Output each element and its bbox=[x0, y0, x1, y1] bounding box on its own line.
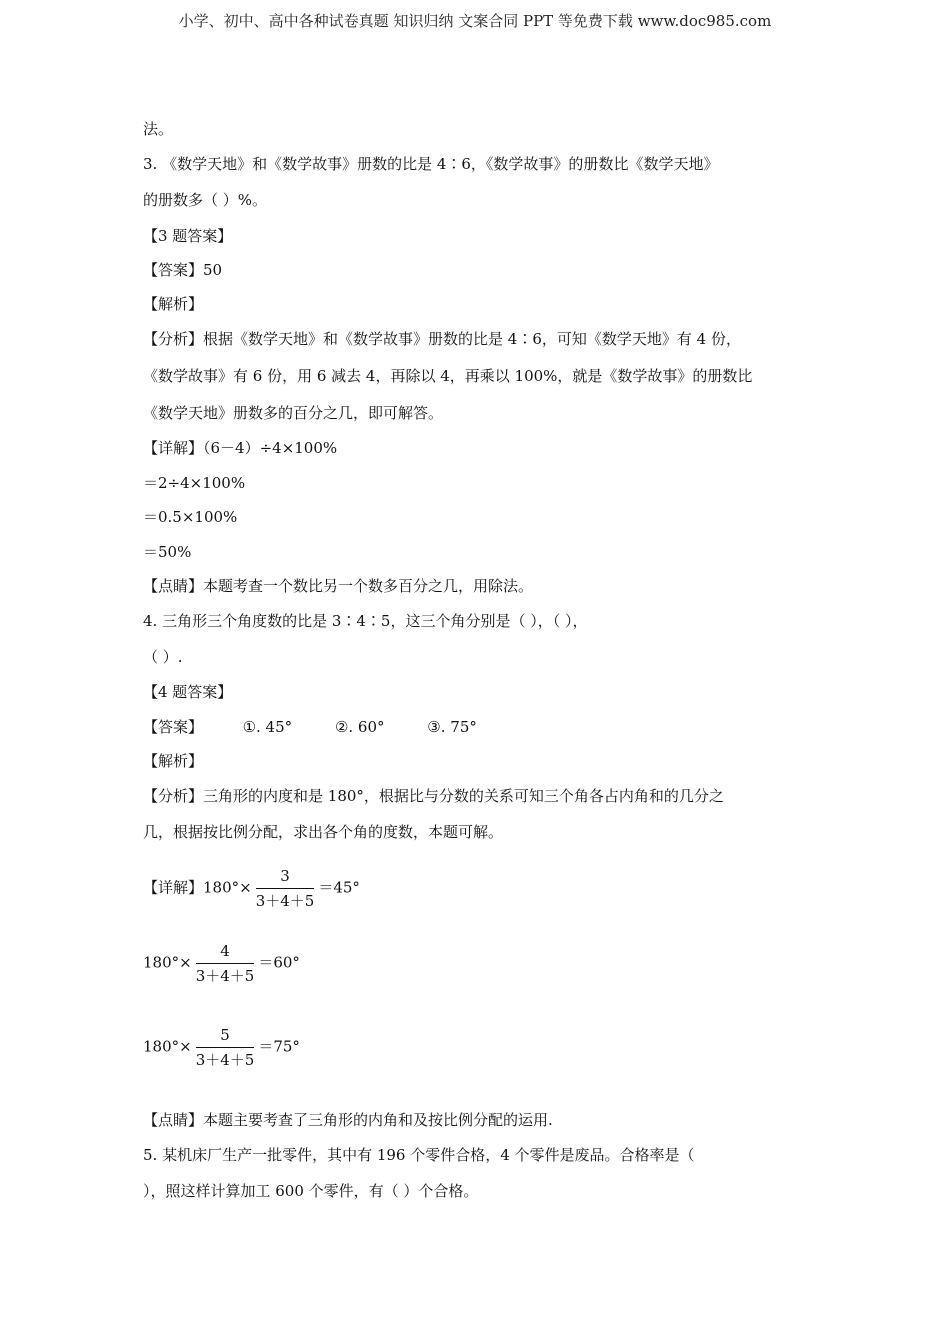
note-4: 【点睛】本题主要考查了三角形的内角和及按比例分配的运用. bbox=[143, 1111, 553, 1129]
answer-tag-4: 【4 题答案】 bbox=[143, 683, 233, 701]
detail-4-equation-2: 180°× $\frac{4}{3+4+5}$ ＝60° bbox=[143, 942, 300, 985]
analysis-heading-3: 【解析】 bbox=[143, 295, 204, 313]
question-5-text-cont: ），照这样计算加工 600 个零件，有（ ）个合格。 bbox=[143, 1182, 479, 1200]
analysis-4-line-2: 几，根据按比例分配，求出各个角的度数，本题可解。 bbox=[143, 823, 504, 841]
text-line: 法。 bbox=[143, 120, 174, 138]
analysis-heading-4: 【解析】 bbox=[143, 752, 204, 770]
detail-4-equation-3: 180°× $\frac{5}{3+4+5}$ ＝75° bbox=[143, 1026, 300, 1069]
note-3: 【点睛】本题考查一个数比另一个数多百分之几，用除法。 bbox=[143, 577, 534, 595]
answer-option-2: ②. 60° bbox=[334, 718, 385, 736]
detail-4-equation-1: 【详解】180°× $\frac{3}{3+4+5}$ ＝45° bbox=[143, 867, 360, 910]
analysis-3-line-2: 《数学故事》有 6 份，用 6 减去 4，再除以 4，再乘以 100%，就是《数学故事》的册数比 bbox=[143, 367, 753, 385]
answer-4 bbox=[143, 717, 515, 737]
fraction: $\frac{3}{3+4+5}$ bbox=[255, 867, 315, 910]
answer-3: 【答案】50 bbox=[143, 261, 223, 279]
analysis-3-line-1: 【分析】根据《数学天地》和《数学故事》册数的比是 4∶6，可知《数学天地》有 4 份， bbox=[143, 330, 741, 348]
page-header: 小学、初中、高中各种试卷真题 知识归纳 文案合同 PPT 等免费下载 www.doc985.com bbox=[178, 12, 772, 30]
answer-option-1: ①. 45° bbox=[242, 718, 293, 736]
answer-label: 【答案】 bbox=[143, 718, 204, 736]
question-4-text-cont: （ ）. bbox=[143, 648, 183, 666]
fraction: $\frac{4}{3+4+5}$ bbox=[195, 942, 255, 985]
fraction: $\frac{5}{3+4+5}$ bbox=[195, 1026, 255, 1069]
question-3-text-cont: 的册数多（ ）%。 bbox=[143, 191, 268, 209]
analysis-3-line-3: 《数学天地》册数多的百分之几，即可解答。 bbox=[143, 404, 444, 422]
question-4-text: 4. 三角形三个角度数的比是 3∶4∶5，这三个角分别是（ ），（ ）， bbox=[143, 612, 588, 630]
answer-option-3: ③. 75° bbox=[427, 718, 477, 736]
question-3-text: 3. 《数学天地》和《数学故事》册数的比是 4∶6，《数学故事》的册数比《数学天地》 bbox=[143, 155, 719, 173]
detail-3-step-3: ＝50% bbox=[143, 543, 192, 561]
analysis-4-line-1: 【分析】三角形的内度和是 180°，根据比与分数的关系可知三个角各占内角和的几分之 bbox=[143, 787, 724, 805]
question-5-text: 5. 某机床厂生产一批零件，其中有 196 个零件合格，4 个零件是废品。合格率是（ bbox=[143, 1146, 695, 1164]
detail-3-step-2: ＝0.5×100% bbox=[143, 508, 238, 526]
detail-3-step-1: ＝2÷4×100% bbox=[143, 474, 246, 492]
detail-3: 【详解】（6－4）÷4×100% bbox=[143, 439, 338, 457]
answer-tag-3: 【3 题答案】 bbox=[143, 227, 233, 245]
